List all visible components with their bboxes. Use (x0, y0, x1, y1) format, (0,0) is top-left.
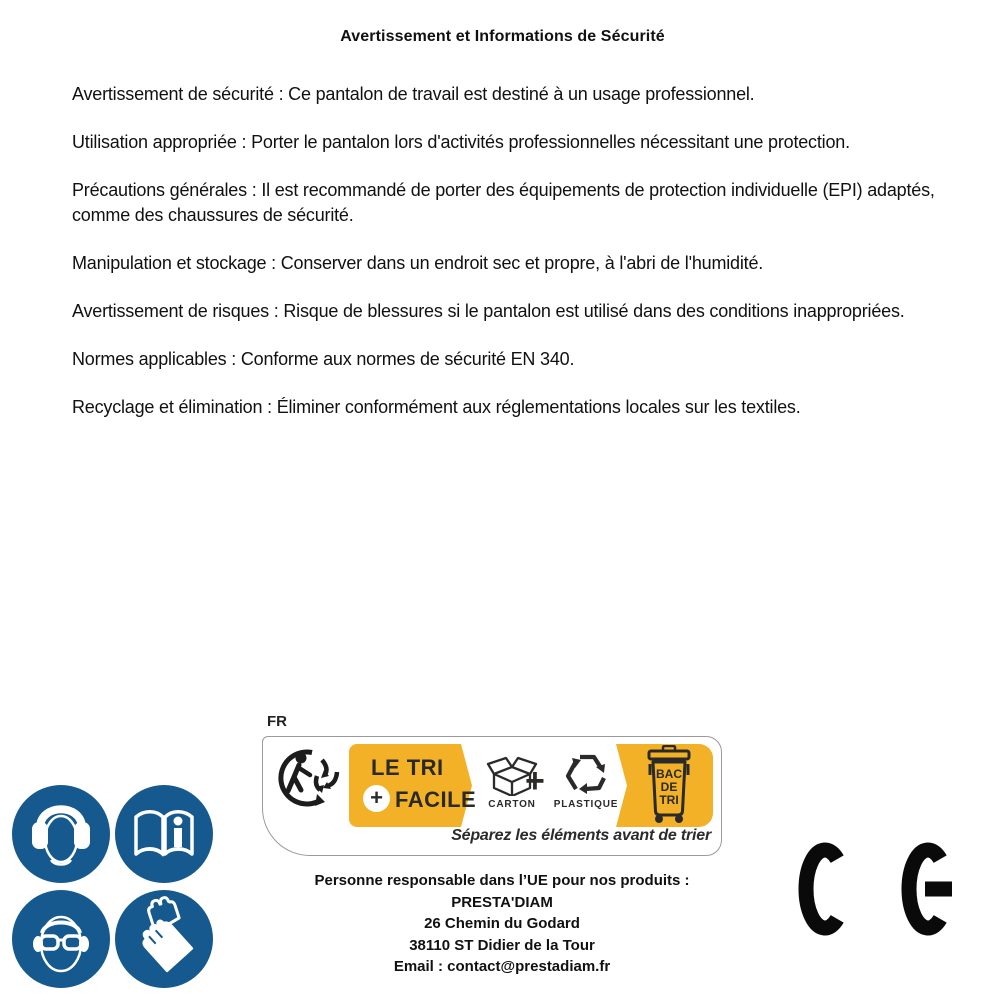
paragraph-safety-warning: Avertissement de sécurité : Ce pantalon de travail est destiné à un usage professionnel. (72, 84, 755, 104)
safety-paragraphs (72, 82, 940, 443)
paragraph-general-precautions: Précautions générales : Il est recommandé de porter des équipements de protection individuelle (EPI) adaptés, comme des chaussures de sécurité. (72, 180, 935, 225)
bac-de-tri-bin-icon (645, 745, 693, 825)
carton-label: CARTON (488, 799, 536, 810)
eye-protection-mandatory-icon (11, 889, 111, 989)
mandatory-pictograms (11, 784, 214, 989)
le-tri-text: LE TRI (371, 755, 444, 780)
company-address-line1: 26 Chemin du Godard (424, 915, 580, 932)
read-manual-mandatory-icon (114, 784, 214, 884)
responsible-person-line: Personne responsable dans l’UE pour nos produits : (314, 872, 690, 889)
paragraph-recycling: Recyclage et élimination : Éliminer conformément aux réglementations locales sur les textiles. (72, 397, 801, 417)
plastique-item (553, 752, 619, 810)
ce-mark-icon (797, 842, 957, 942)
plus-circle-icon: + (363, 785, 390, 812)
company-name: PRESTA'DIAM (451, 893, 553, 911)
facile-text: FACILE (395, 787, 477, 812)
plastique-label: PLASTIQUE (553, 799, 619, 810)
tri-facile-band (349, 744, 713, 827)
company-address-line2: 38110 ST Didier de la Tour (409, 936, 595, 954)
triman-logo-icon (275, 742, 343, 814)
bin-text-de: DE (660, 780, 678, 794)
hand-protection-mandatory-icon (114, 889, 214, 989)
paragraph-standards: Normes applicables : Conforme aux normes de sécurité EN 340. (72, 349, 575, 369)
plus-sign: + (525, 762, 545, 800)
fr-country-code: FR (267, 713, 287, 730)
separate-elements-instruction: Séparez les éléments avant de trier (451, 827, 711, 844)
paragraph-handling-storage: Manipulation et stockage : Conserver dans un endroit sec et propre, à l'abri de l'humidité. (72, 253, 764, 273)
page-title: Avertissement et Informations de Sécurité (340, 28, 665, 45)
ear-protection-mandatory-icon (11, 784, 111, 884)
recycling-triangle-icon (563, 752, 609, 796)
paragraph-risk-warning: Avertissement de risques : Risque de blessures si le pantalon est utilisé dans des conditions inappropriées. (72, 301, 905, 321)
eu-responsible-block (240, 870, 764, 978)
bin-text-bac: BAC (656, 767, 682, 781)
paragraph-appropriate-use: Utilisation appropriée : Porter le pantalon lors d'activités professionnelles nécessitant une protection. (72, 132, 850, 152)
info-tri-recycling-label (262, 736, 722, 856)
bin-text-tri: TRI (659, 793, 679, 807)
company-email: Email : contact@prestadiam.fr (393, 958, 611, 975)
